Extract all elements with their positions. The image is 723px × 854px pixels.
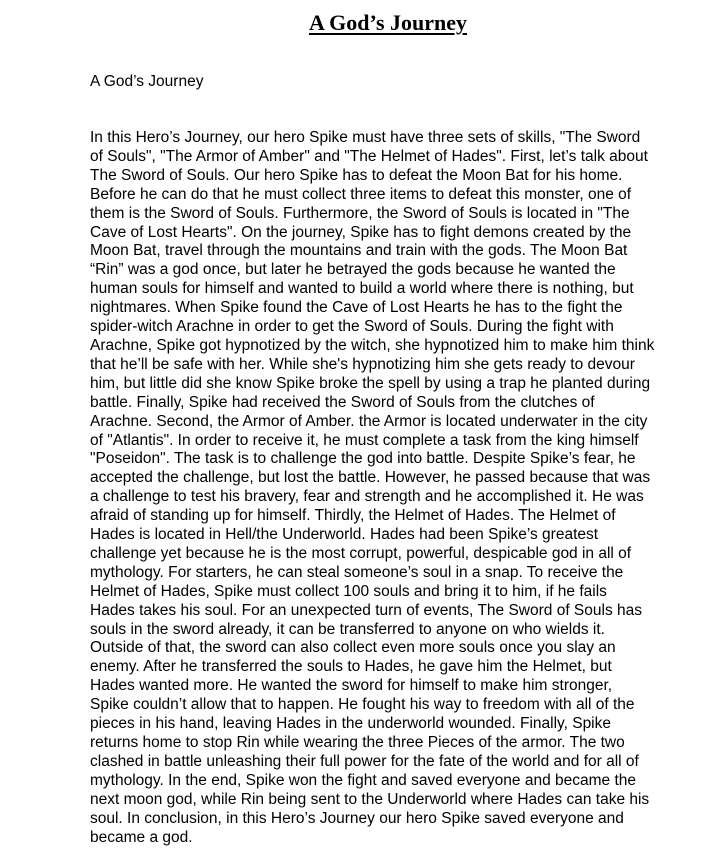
essay-line: became a god. — [90, 828, 193, 846]
essay-line: him, but little did she know Spike broke the spell by using a trap he planted during — [90, 374, 651, 392]
essay-line: soul. In conclusion, in this Hero’s Journey our hero Spike saved everyone and — [90, 809, 624, 827]
essay-line: a challenge to test his bravery, fear and strength and he accomplished it. He was — [90, 488, 644, 506]
essay-line: Hades wanted more. He wanted the sword for himself to make him stronger, — [90, 677, 613, 695]
essay-line: The Sword of Souls. Our hero Spike has to defeat the Moon Bat for his home. — [90, 166, 623, 184]
essay-body — [90, 129, 710, 847]
essay-line: Helmet of Hades, Spike must collect 100 souls and bring it to him, if he fails — [90, 582, 607, 600]
essay-line: Spike couldn’t allow that to happen. He fought his way to freedom with all of the — [90, 696, 635, 714]
essay-line: that he’ll be safe with her. While she's hypnotizing him she gets ready to devour — [90, 355, 635, 373]
essay-line: Before he can do that he must collect three items to defeat this monster, one of — [90, 185, 632, 203]
essay-line: of Souls", "The Armor of Amber" and "The Helmet of Hades". First, let’s talk about — [90, 147, 648, 165]
essay-line: “Rin” was a god once, but later he betrayed the gods because he wanted the — [90, 261, 616, 279]
essay-line: Cave of Lost Hearts". On the journey, Spike has to fight demons created by the — [90, 223, 632, 241]
essay-line: "Poseidon". The task is to challenge the god into battle. Despite Spike’s fear, he — [90, 450, 636, 468]
essay-line: Moon Bat, travel through the mountains and train with the gods. The Moon Bat — [90, 242, 628, 260]
essay-line: human souls for himself and wanted to build a world where there is nothing, but — [90, 280, 634, 298]
essay-line: challenge yet because he is the most corrupt, powerful, despicable god in all of — [90, 544, 632, 562]
essay-line: spider-witch Arachne in order to get the Sword of Souls. During the fight with — [90, 318, 614, 336]
essay-line: souls in the sword already, it can be transferred to anyone on who wields it. — [90, 620, 605, 638]
essay-line: mythology. For starters, he can steal someone’s soul in a snap. To receive the — [90, 563, 624, 581]
essay-line: pieces in his hand, leaving Hades in the underworld wounded. Finally, Spike — [90, 715, 611, 733]
essay-line: next moon god, while Rin being sent to the Underworld where Hades can take his — [90, 790, 650, 808]
essay-line: enemy. After he transferred the souls to Hades, he gave him the Helmet, but — [90, 658, 612, 676]
essay-line: afraid of standing up for himself. Thirdly, the Helmet of Hades. The Helmet of — [90, 507, 616, 525]
essay-line: battle. Finally, Spike had received the Sword of Souls from the clutches of — [90, 393, 595, 411]
essay-line: them is the Sword of Souls. Furthermore, the Sword of Souls is located in "The — [90, 204, 630, 222]
essay-line: Hades takes his soul. For an unexpected turn of events, The Sword of Souls has — [90, 601, 642, 619]
essay-line: accepted the challenge, but lost the battle. However, he passed because that was — [90, 469, 651, 487]
essay-line: Arachne, Spike got hypnotized by the witch, she hypnotized him to make him think — [90, 336, 655, 354]
essay-line: returns home to stop Rin while wearing the three Pieces of the armor. The two — [90, 734, 625, 751]
document-subtitle: A God’s Journey — [90, 73, 204, 90]
essay-line: Outside of that, the sword can also collect even more souls once you slay an — [90, 639, 616, 657]
essay-line: Hades is located in Hell/the Underworld. Hades had been Spike’s greatest — [90, 526, 599, 544]
document-title: A God’s Journey — [308, 10, 468, 35]
essay-line: nightmares. When Spike found the Cave of Lost Hearts he has to the fight the — [90, 299, 623, 317]
essay-line: mythology. In the end, Spike won the fight and saved everyone and became the — [90, 771, 637, 789]
essay-line: Arachne. Second, the Armor of Amber. the Armor is located underwater in the city — [90, 412, 648, 430]
essay-line: clashed in battle unleashing their full power for the fate of the world and for all of — [90, 752, 639, 770]
essay-line: In this Hero’s Journey, our hero Spike must have three sets of skills, "The Sword — [90, 129, 641, 146]
essay-line: of "Atlantis". In order to receive it, he must complete a task from the king himself — [90, 431, 639, 449]
